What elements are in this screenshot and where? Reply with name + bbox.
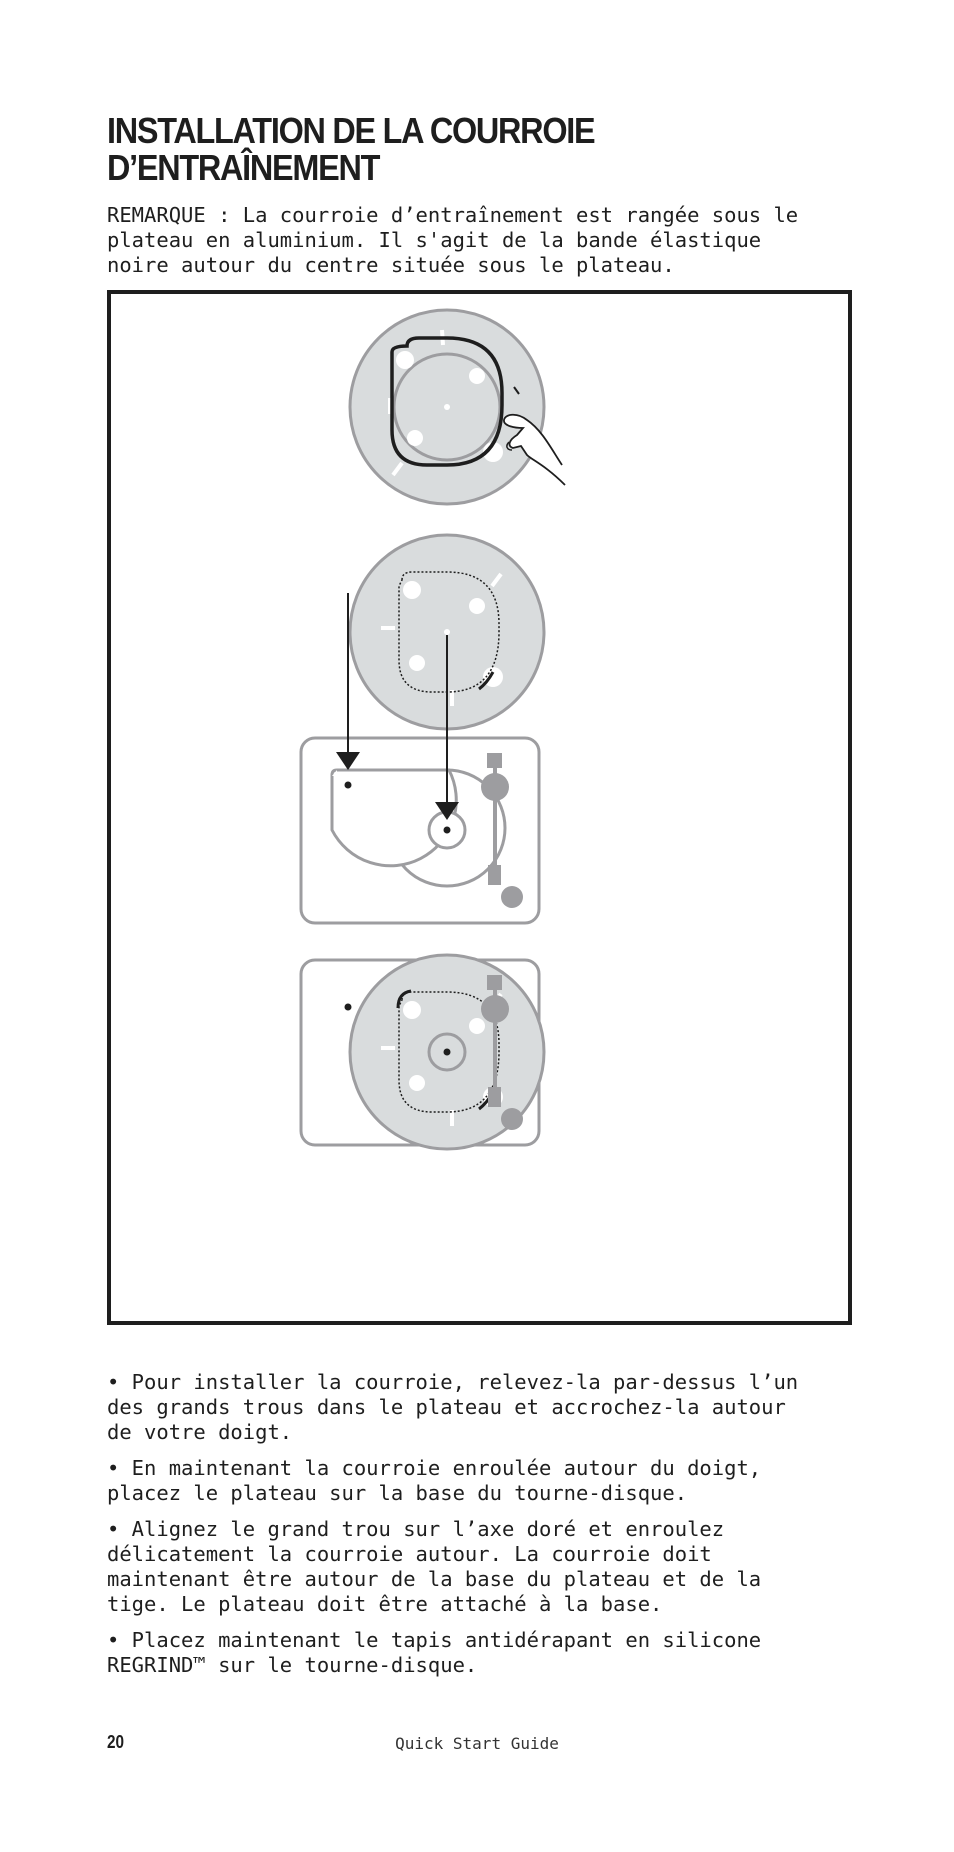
- list-item: [107, 1370, 867, 1445]
- tonearm-rest: [487, 975, 502, 990]
- speed-knob: [501, 886, 523, 908]
- list-item-line: placez le plateau sur la base du tourne-disque.: [107, 1481, 688, 1505]
- note-line: plateau en aluminium. Il s'agit de la bande élastique: [107, 228, 762, 252]
- list-item-line: • Alignez le grand trou sur l’axe doré et enroulez: [107, 1517, 725, 1541]
- list-item-line: de votre doigt.: [107, 1420, 293, 1444]
- title-line: INSTALLATION DE LA COURROIE: [107, 110, 595, 151]
- note-paragraph: [107, 203, 867, 278]
- platter-hole: [409, 1075, 425, 1091]
- speed-knob: [501, 1108, 523, 1130]
- spindle-dot: [444, 629, 450, 635]
- platter-hole: [403, 1001, 421, 1019]
- note-line: noire autour du centre située sous le plateau.: [107, 253, 675, 277]
- list-item-line: maintenant être autour de la base du plateau et de la: [107, 1567, 762, 1591]
- tonearm-rest: [487, 753, 502, 768]
- motor-pulley-dot: [345, 1004, 352, 1011]
- note-line: REMARQUE : La courroie d’entraînement est rangée sous le: [107, 203, 799, 227]
- platter-hole: [396, 351, 414, 369]
- step3-platter-on-base: [301, 955, 544, 1149]
- page-number: 20: [107, 1732, 125, 1752]
- spindle-dot: [444, 404, 450, 410]
- belt-installation-illustration: [107, 290, 852, 1325]
- list-item-line: délicatement la courroie autour. La courroie doit: [107, 1542, 712, 1566]
- spindle-dot: [444, 827, 451, 834]
- instruction-list: [107, 1370, 867, 1689]
- list-item-line: • Placez maintenant le tapis antidérapant en silicone: [107, 1628, 762, 1652]
- tonearm-headshell: [488, 865, 501, 885]
- list-item: [107, 1456, 867, 1506]
- motor-pulley-dot: [345, 782, 352, 789]
- list-item-line: REGRIND™ sur le tourne-disque.: [107, 1653, 478, 1677]
- platter-hole: [403, 581, 421, 599]
- spindle-dot: [444, 1049, 451, 1056]
- list-item: [107, 1628, 867, 1678]
- list-item-line: • Pour installer la courroie, relevez-la par-dessus l’un: [107, 1370, 799, 1394]
- list-item-line: tige. Le plateau doit être attaché à la base.: [107, 1592, 663, 1616]
- platter-hole: [469, 598, 485, 614]
- title-line: D’ENTRAÎNEMENT: [107, 147, 380, 188]
- platter-hole: [469, 1018, 485, 1034]
- step1-platter-with-hand: [350, 310, 565, 504]
- platter-hole: [409, 655, 425, 671]
- step2-platter-above-base: [301, 535, 544, 923]
- footer-title: Quick Start Guide: [395, 1734, 559, 1753]
- tonearm-headshell: [488, 1087, 501, 1107]
- platter-hole: [469, 368, 485, 384]
- platter-hole: [407, 430, 423, 446]
- list-item: [107, 1517, 867, 1617]
- page-title: [107, 112, 791, 186]
- list-item-line: • En maintenant la courroie enroulée autour du doigt,: [107, 1456, 762, 1480]
- list-item-line: des grands trous dans le plateau et accrochez-la autour: [107, 1395, 786, 1419]
